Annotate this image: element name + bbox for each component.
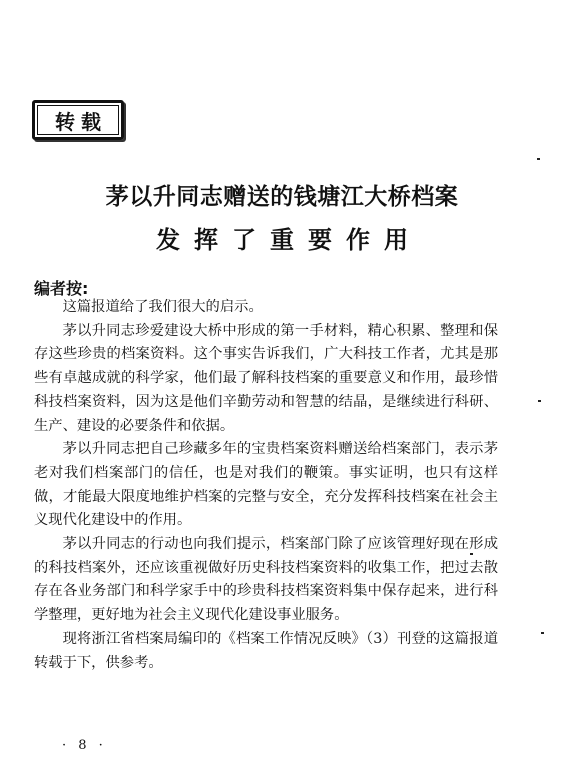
article-title-line-1: 茅以升同志赠送的钱塘江大桥档案 bbox=[105, 184, 459, 210]
paragraph: 茅以升同志把自己珍藏多年的宝贵档案资料赠送给档案部门，表示茅老对我们档案部门的信任，也是对我们的鞭策。事实证明，也只有这样做，才能最大限度地维护档案的完整与安全，充分发挥科技档案在社会主义现代化建设中的作用。 bbox=[34, 441, 498, 529]
paragraph: 现将浙江省档案局编印的《档案工作情况反映》（3）刊登的这篇报道转载于下，供参考。 bbox=[34, 630, 498, 671]
article-title-line-2: 发挥了重要作用 bbox=[156, 226, 422, 254]
paragraph: 茅以升同志珍爱建设大桥中形成的第一手材料，精心积累、整理和保存这些珍贵的档案资料。这个事实告诉我们，广大科技工作者，尤其是那些有卓越成就的科学家，他们最了解科技档案的重要意义和作用，最珍惜科技档案资料，因为这是他们辛勤劳动和智慧的结晶，是继续进行科研、生产、建设的必要条件和依据。 bbox=[34, 322, 498, 434]
editor-note-body bbox=[34, 296, 498, 675]
scan-speck bbox=[537, 158, 540, 160]
page-number: · 8 · bbox=[62, 738, 107, 753]
reprint-tag bbox=[32, 100, 124, 140]
paragraph: 这篇报道给了我们很大的启示。 bbox=[62, 299, 263, 315]
paragraph: 茅以升同志的行动也向我们提示，档案部门除了应该管理好现在形成的科技档案外，还应该重视做好历史科技档案资料的收集工作，把过去散存在各业务部门和科学家手中的珍贵科技档案资料集中保存起来，进行科学整理，更好地为社会主义现代化建设事业服务。 bbox=[34, 536, 498, 624]
scan-speck bbox=[538, 400, 541, 402]
editor-note-label: 编者按: bbox=[34, 279, 89, 298]
scan-speck bbox=[541, 632, 544, 634]
scan-speck bbox=[470, 553, 473, 555]
reprint-tag-label: 转载 bbox=[55, 109, 107, 134]
